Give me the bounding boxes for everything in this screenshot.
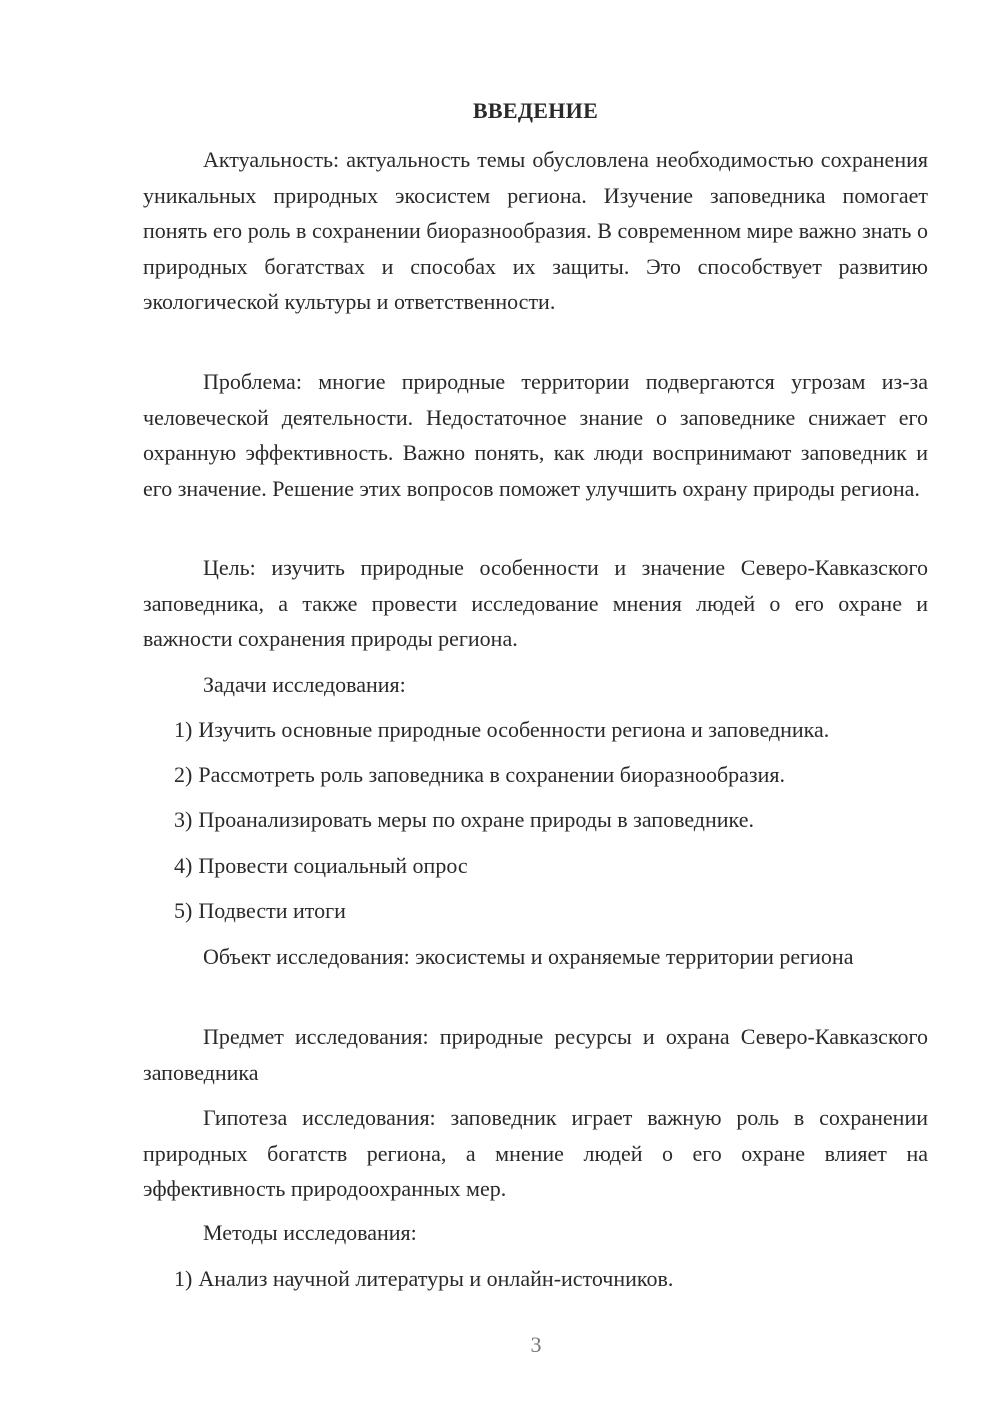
task-number: 1) <box>174 717 193 742</box>
task-text: Рассмотреть роль заповедника в сохранении биоразнообразия. <box>198 762 786 787</box>
task-item <box>174 896 934 926</box>
object-paragraph: Объект исследования: экосистемы и охраняемые территории региона <box>203 944 854 969</box>
task-text: Подвести итоги <box>198 898 346 923</box>
subject-paragraph: Предмет исследования: природные ресурсы и охрана Северо-Кавказского заповедника <box>143 1024 928 1085</box>
section-title: ВВЕДЕНИЕ <box>472 98 599 123</box>
page-number: 3 <box>530 1332 542 1357</box>
hypothesis-paragraph: Гипотеза исследования: заповедник играет важную роль в сохранении природных богатств региона, а мнение людей о его охране влияет на эффективность природоохранных мер. <box>143 1105 928 1201</box>
task-number: 2) <box>174 762 193 787</box>
method-item <box>174 1264 934 1294</box>
methods-heading: Методы исследования: <box>203 1220 417 1245</box>
task-text: Изучить основные природные особенности региона и заповедника. <box>198 717 830 742</box>
task-item <box>174 760 934 790</box>
task-item <box>174 805 934 835</box>
relevance-paragraph: Актуальность: актуальность темы обусловлена необходимостью сохранения уникальных природных экосистем региона. Изучение заповедника помогает понять его роль в сохранении биоразнообразия. В современном мире важно знать о природных богатствах и способах их защиты. Это способствует развитию экологической культуры и ответственности. <box>143 147 928 314</box>
problem-paragraph: Проблема: многие природные территории подвергаются угрозам из-за человеческой деятельности. Недостаточное знание о заповеднике снижает его охранную эффективность. Важно понять, как люди воспринимают заповедник и его значение. Решение этих вопросов поможет улучшить охрану природы региона. <box>143 369 928 501</box>
tasks-heading: Задачи исследования: <box>203 672 406 697</box>
task-item <box>174 851 934 881</box>
task-number: 5) <box>174 898 193 923</box>
task-item <box>174 715 934 745</box>
method-number: 1) <box>174 1266 193 1291</box>
goal-paragraph: Цель: изучить природные особенности и значение Северо-Кавказского заповедника, а также провести исследование мнения людей о его охране и важности сохранения природы региона. <box>143 555 928 651</box>
task-number: 3) <box>174 807 193 832</box>
method-text: Анализ научной литературы и онлайн-источников. <box>198 1266 674 1291</box>
task-text: Проанализировать меры по охране природы в заповеднике. <box>198 807 754 832</box>
task-text: Провести социальный опрос <box>198 853 468 878</box>
task-number: 4) <box>174 853 193 878</box>
